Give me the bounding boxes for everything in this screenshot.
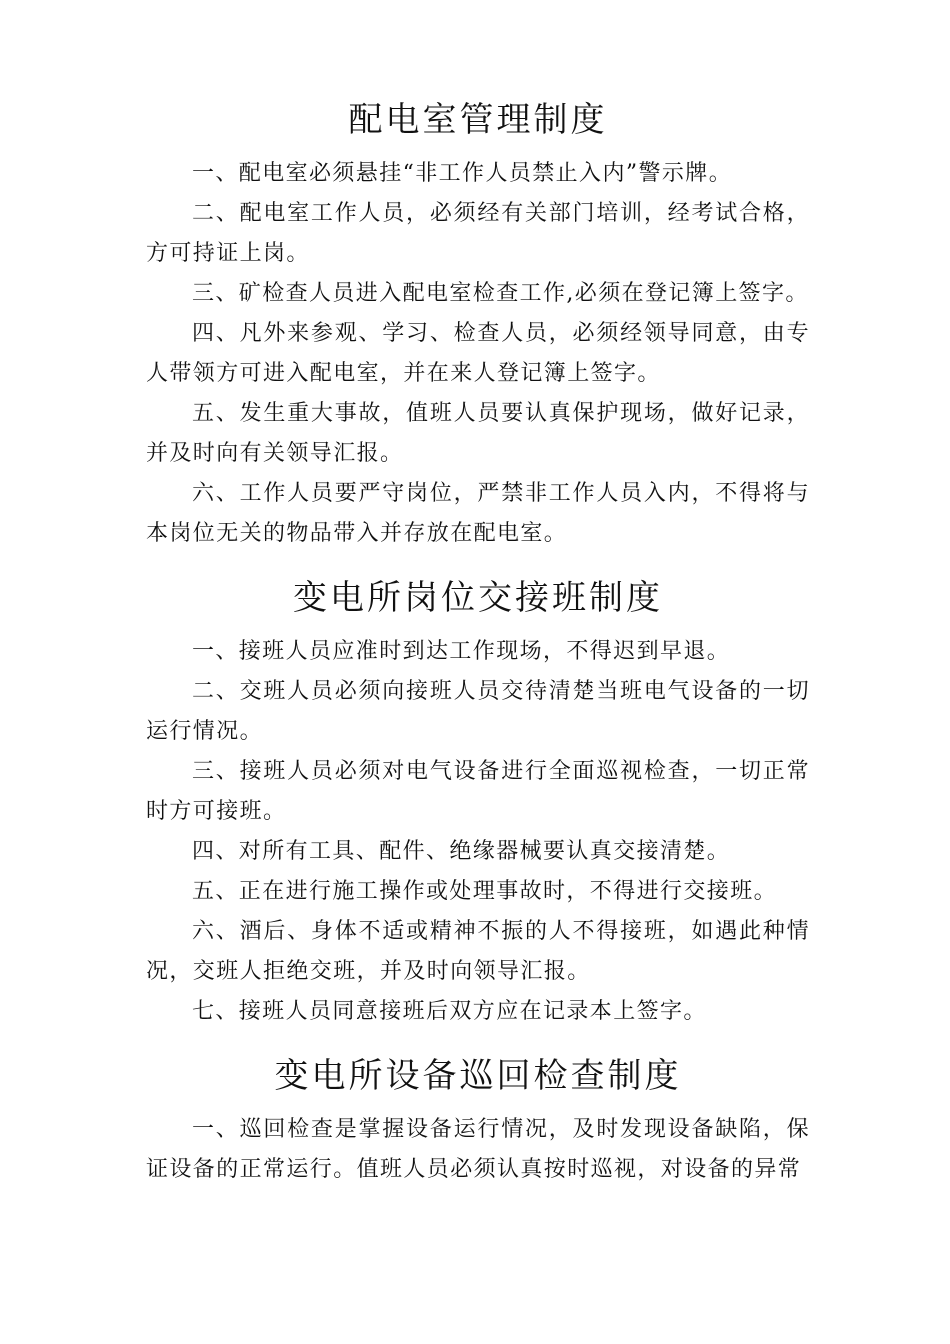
section-title: 变电所设备巡回检查制度	[274, 1056, 682, 1096]
section-title: 配电室管理制度	[348, 100, 608, 140]
paragraph: 二、配电室工作人员，必须经有关部门培训，经考试合格，方可持证上岗。	[146, 201, 810, 266]
paragraph: 五、发生重大事故，值班人员要认真保护现场，做好记录，并及时向有关领导汇报。	[146, 401, 810, 466]
paragraph: 三、矿检查人员进入配电室检查工作,必须在登记簿上签字。	[192, 281, 809, 306]
paragraph: 六、酒后、身体不适或精神不振的人不得接班，如遇此种情况，交班人拒绝交班，并及时向领导汇报。	[146, 919, 810, 984]
paragraph: 一、巡回检查是掌握设备运行情况，及时发现设备缺陷，保证设备的正常运行。值班人员必须认真按时巡视，对设备的异常	[146, 1117, 810, 1182]
document-page	[146, 92, 810, 1190]
paragraph: 三、接班人员必须对电气设备进行全面巡视检查，一切正常时方可接班。	[146, 759, 810, 824]
paragraph: 一、接班人员应准时到达工作现场，不得迟到早退。	[192, 639, 731, 664]
paragraph: 七、接班人员同意接班后双方应在记录本上签字。	[192, 999, 707, 1024]
section-power-room-management	[146, 92, 810, 554]
paragraph: 四、凡外来参观、学习、检查人员，必须经领导同意，由专人带领方可进入配电室，并在来人登记簿上签字。	[146, 321, 810, 386]
paragraph: 一、配电室必须悬挂“非工作人员禁止入内”警示牌。	[192, 161, 733, 186]
section-title: 变电所岗位交接班制度	[293, 578, 663, 618]
section-shift-handover	[146, 570, 810, 1032]
paragraph: 二、交班人员必须向接班人员交待清楚当班电气设备的一切运行情况。	[146, 679, 810, 744]
paragraph: 六、工作人员要严守岗位，严禁非工作人员入内，不得将与本岗位无关的物品带入并存放在配电室。	[146, 481, 810, 546]
paragraph: 五、正在进行施工操作或处理事故时，不得进行交接班。	[192, 879, 778, 904]
paragraph: 四、对所有工具、配件、绝缘器械要认真交接清楚。	[192, 839, 731, 864]
section-equipment-inspection	[146, 1048, 810, 1190]
